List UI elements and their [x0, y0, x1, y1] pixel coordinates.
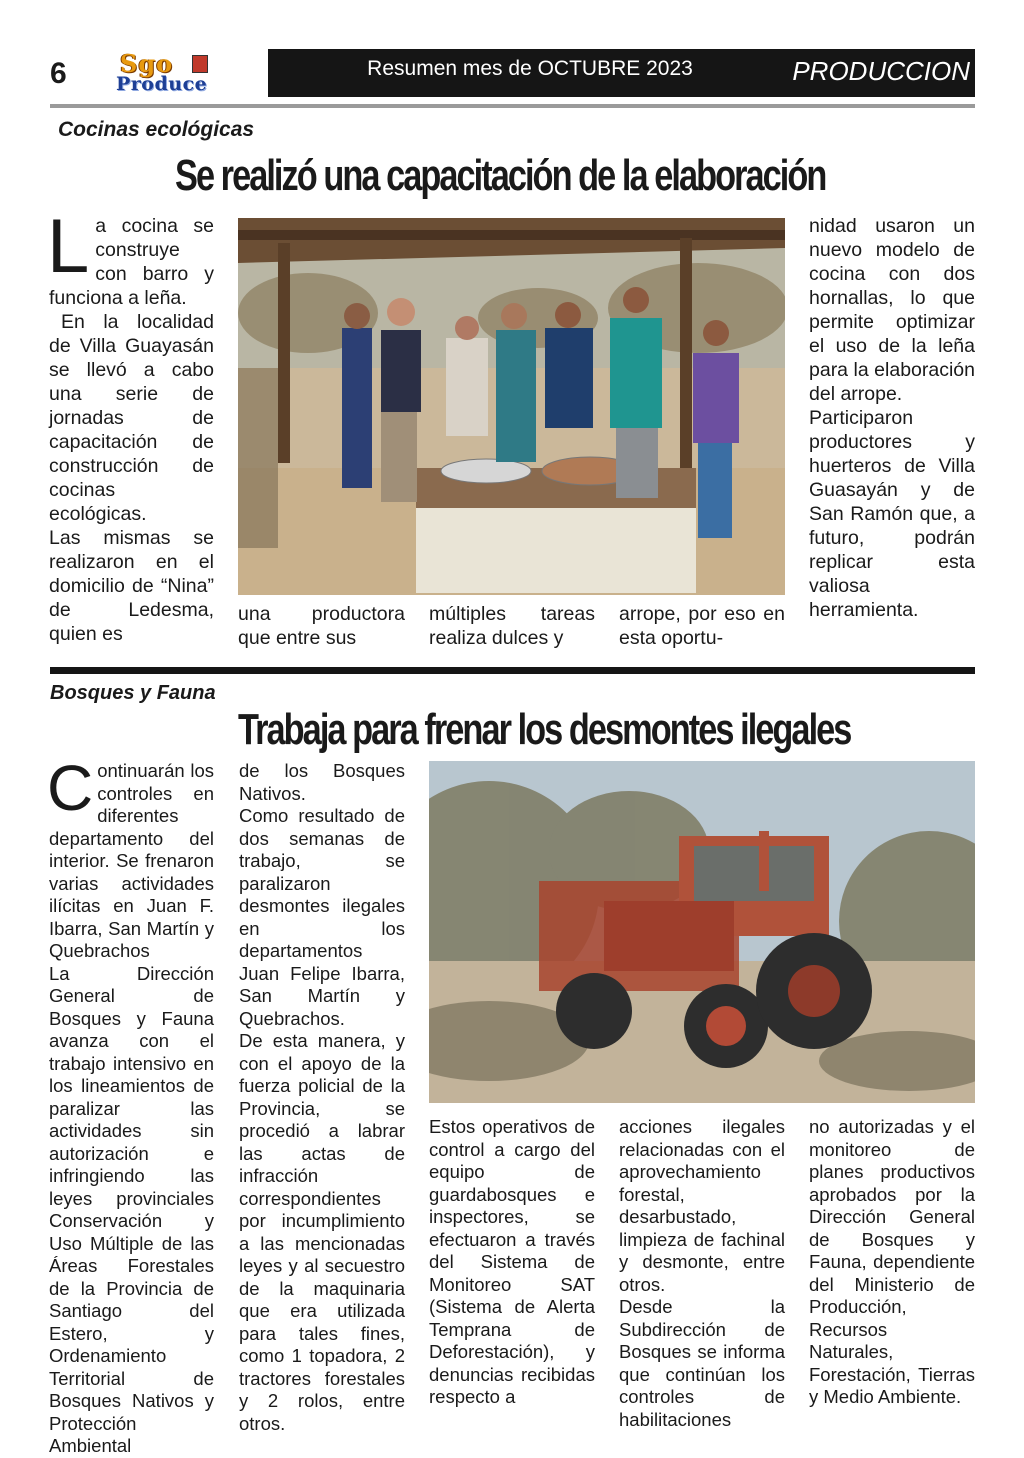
- article2-paragraph: de los Bosques Nativos.: [239, 760, 405, 804]
- article1-headline: Se realizó una capacitación de la elaboración: [175, 151, 826, 200]
- article1-paragraph: arrope, por eso en esta oportu-: [619, 603, 785, 649]
- article2-column-2: [239, 760, 405, 1435]
- publication-logo: [112, 51, 264, 95]
- article1-lead: a cocina se construye con barro y funciona a leña.: [49, 215, 214, 309]
- article2-paragraph: De esta manera, y con el apoyo de la fuerza policial de la Provincia, se procedió a labrar las actas de infracción correspondientes por incumplimiento a las mencionadas leyes y al secuestro de la maquinaria que era utilizada para tales fines, como 1 topadora, 2 tractores forestales y 2 rolos, entre otros.: [239, 1030, 405, 1434]
- article1-paragraph: Participaron productores y huerteros de Villa Guasayán y de San Ramón que, a futuro, podrán replicar esta valiosa herramienta.: [809, 407, 975, 621]
- article1-kicker: Cocinas ecológicas: [58, 118, 255, 141]
- article1-paragraph: múltiples tareas realiza dulces y: [429, 603, 595, 649]
- article2-paragraph: Desde la Subdirección de Bosques se informa que continúan los controles de habilitaciones: [619, 1296, 785, 1430]
- article2-paragraph: Como resultado de dos semanas de trabajo, se paralizaron desmontes ilegales en los departamentos Juan Felipe Ibarra, San Martín y Quebrachos.: [239, 805, 405, 1029]
- article1-column-5: [809, 214, 975, 622]
- section-label: PRODUCCION: [792, 56, 970, 86]
- article1-column-4: [619, 602, 785, 650]
- page-number: 6: [50, 57, 67, 90]
- article2-column-1: [47, 752, 214, 1458]
- article2-column-5: [809, 1116, 975, 1409]
- article2-column-3: [429, 1116, 595, 1409]
- article1-paragraph: En la localidad de Villa Guayasán se llevó a cabo una serie de jornadas de capacitación de construcción de cocinas ecológicas.: [49, 311, 214, 525]
- article2-paragraph: acciones ilegales relacionadas con el aprovechamiento forestal, desarbustado, limpieza de fachinal y desmonte, entre otros.: [619, 1116, 785, 1295]
- article2-paragraph: no autorizadas y el monitoreo de planes productivos aprobados por la Dirección General de Bosques y Fauna, dependiente del Ministerio de Producción, Recursos Naturales, Forestación, Tierras y Medio Ambiente.: [809, 1116, 975, 1407]
- article2-column-4: [619, 1116, 785, 1431]
- article1-column-1: [47, 204, 214, 646]
- flag-icon: [192, 55, 208, 73]
- section-divider: [50, 667, 975, 674]
- article2-headline: Trabaja para frenar los desmontes ilegales: [238, 705, 851, 754]
- article1-column-3: [429, 602, 595, 650]
- article2-lead: ontinuarán los controles en diferentes departamento del interior. Se frenaron varias actividades ilícitas en Juan F. Ibarra, San Martín y Quebrachos: [49, 760, 214, 961]
- article2-dropcap: C: [47, 752, 94, 824]
- logo-top-text: Sgo: [120, 49, 174, 78]
- logo-bottom-text: Produce: [116, 73, 208, 95]
- edition-label: Resumen mes de OCTUBRE 2023: [367, 57, 693, 80]
- article1-column-2: [238, 602, 405, 650]
- article2-kicker: Bosques y Fauna: [50, 682, 216, 704]
- header-rule: [50, 104, 975, 108]
- article1-paragraph: nidad usaron un nuevo modelo de cocina con dos hornallas, lo que permite optimizar el uso de la leña para la elaboración del arrope.: [809, 215, 975, 405]
- article1-paragraph: una productora que entre sus: [238, 603, 405, 649]
- kitchen-group-photo: [238, 218, 785, 595]
- article1-paragraph: Las mismas se realizaron en el domicilio de “Nina” de Ledesma, quien es: [49, 527, 214, 645]
- article1-dropcap: L: [47, 204, 90, 289]
- article2-paragraph: La Dirección General de Bosques y Fauna avanza con el trabajo intensivo en los lineamientos de paralizar las actividades sin autorización e infringiendo las leyes provinciales Conservación y Uso Múltiple de las Áreas Forestales de la Provincia de Santiago del Estero, y Ordenamiento Territorial de Bosques Nativos y Protección Ambiental: [49, 962, 214, 1456]
- article2-paragraph: Estos operativos de control a cargo del equipo de guardabosques e inspectores, se efectuaron a través del Sistema de Monitoreo SAT (Sistema de Alerta Temprana de Deforestación), y denuncias recibidas respecto a: [429, 1116, 595, 1407]
- tractor-photo: [429, 761, 975, 1103]
